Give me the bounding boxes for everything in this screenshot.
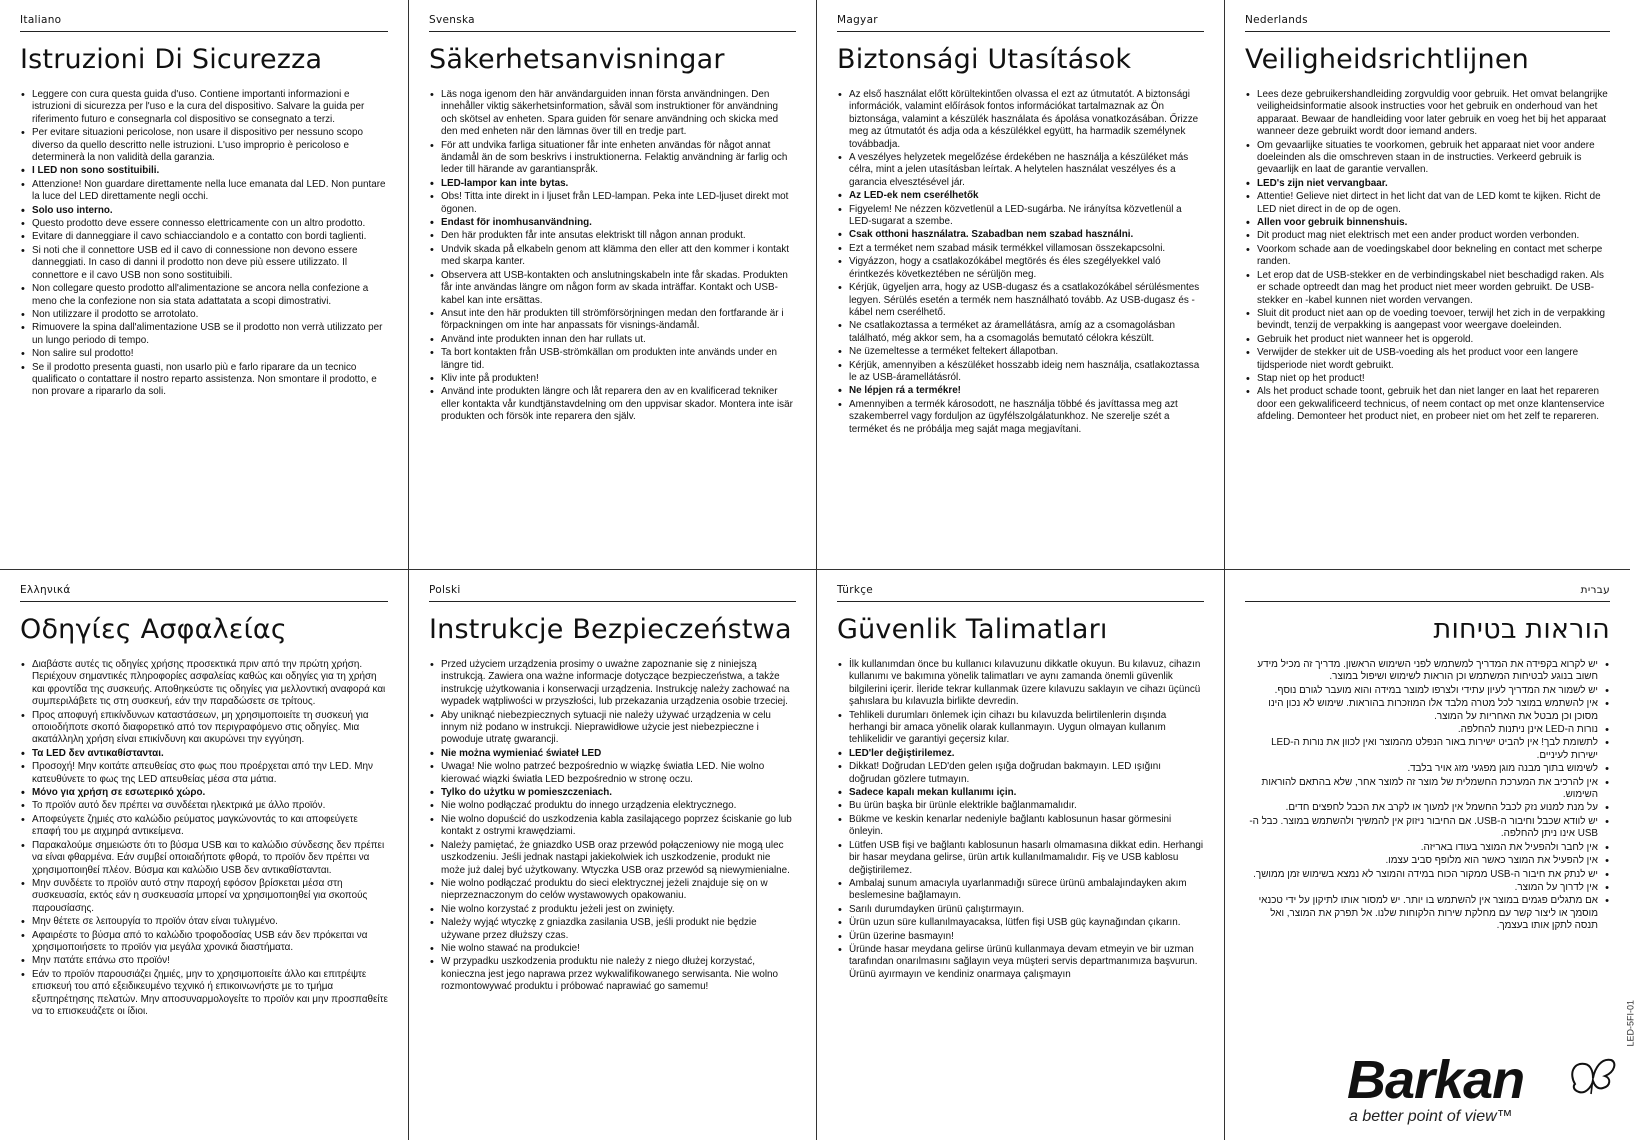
safety-list xyxy=(20,89,388,399)
safety-item: • על מנת למנוע נזק לכבל החשמל אין למעוך או לקרב את הכבל לחפצים חדים. xyxy=(1245,802,1610,814)
safety-item: • Bu ürün başka bir ürünle elektrikle bağlanmamalıdır. xyxy=(837,800,1204,812)
safety-item: • Nie wolno stawać na produkcie! xyxy=(429,943,796,955)
language-label: Magyar xyxy=(837,14,1204,32)
safety-item: • Attenzione! Non guardare direttamente nella luce emanata dal LED. Non puntare la luce del LED direttamente negli occhi. xyxy=(20,179,388,204)
safety-item: • Παρακαλούμε σημειώστε ότι το βύσμα USB και το καλώδιο σύνδεσης δεν πρέπει να είναι φθαρμένα. Εάν συμβεί οποιαδήποτε φθορά, το προϊόν δεν πρέπει να χρησιμοποιηθεί πλέον. Βύσμα και καλώδιο USB δεν αντικαθίστανται. xyxy=(20,840,388,877)
safety-item: • Ne üzemeltesse a terméket feltekert állapotban. xyxy=(837,346,1204,358)
safety-item: • יש לקרוא בקפידה את המדריך למשתמש לפני השימוש הראשון. מדריך זה מכיל מידע חשוב בנוגע לבטיחות המשתמש וכן הוראות לשימוש ושיפול במוצר. xyxy=(1245,659,1610,684)
safety-item: • Läs noga igenom den här användarguiden innan första användningen. Den innehåller viktig säkerhetsinformation, såväl som instruktioner för användning och skötsel av enheten. Spara guiden för senare användning och skicka med den med enheten när den lämnas över till en tredje part. xyxy=(429,89,796,139)
panel-svenska xyxy=(409,0,817,570)
safety-item: • Μόνο για χρήση σε εσωτερικό χώρο. xyxy=(20,787,388,799)
safety-item: • Εάν το προϊόν παρουσιάζει ζημιές, μην το χρησιμοποιείτε άλλο και επιτρέψτε επισκευή του από εξειδικευμένο τεχνικό ή επικοινωνήστε με το τμήμα εξυπηρέτησης πελατών. Μην αποσυναρμολογείτε το προϊόν και μην προσπαθείτε να το επισκευάζετε οι ίδιοι. xyxy=(20,969,388,1019)
safety-item: • Προς αποφυγή επικίνδυνων καταστάσεων, μη χρησιμοποιείτε τη συσκευή για οποιοδήποτε σκοπό διαφορετικό από τον περιγραφόμενο στις οδηγίες. Μια ακατάλληλη χρήση είναι επικίνδυνη και ακυρώνει την εγγύηση. xyxy=(20,710,388,747)
safety-item: • W przypadku uszkodzenia produktu nie należy z niego dłużej korzystać, konieczna jest jego naprawa przez wykwalifikowanego serwisanta. Nie wolno rozmontowywać produktu i próbować naprawiać go samemu! xyxy=(429,956,796,993)
safety-item: • Voorkom schade aan de voedingskabel door bekneling en contact met scherpe randen. xyxy=(1245,244,1610,269)
safety-item: • Ezt a terméket nem szabad másik termékkel villamosan összekapcsolni. xyxy=(837,243,1204,255)
safety-item: • Stap niet op het product! xyxy=(1245,373,1610,385)
safety-item: • Μην θέτετε σε λειτουργία το προϊόν όταν είναι τυλιγμένο. xyxy=(20,916,388,928)
safety-item: • Si noti che il connettore USB ed il cavo di connessione non devono essere danneggiati. In caso di danni il prodotto non deve più essere utilizzato. Il connettore e il cavo USB non sono sostituibili. xyxy=(20,245,388,282)
safety-item: • För att undvika farliga situationer får inte enheten användas för något annat ändamål än de som beskrivs i instruktionerna. Felaktig användning är farlig och leder till härande av garantianspråk. xyxy=(429,140,796,177)
safety-item: • Αφαιρέστε το βύσμα από το καλώδιο τροφοδοσίας USB εάν δεν πρόκειται να χρησιμοποιήσετε το προϊόν για μεγάλα χρονικά διαστήματα. xyxy=(20,930,388,955)
panel-title: Biztonsági Utasítások xyxy=(837,44,1132,75)
panel-nederlands xyxy=(1225,0,1630,570)
safety-item: • Sluit dit product niet aan op de voeding toevoer, terwijl het zich in de verpakking bevindt, tenzij de verpakking is aangepast voor weergave doeleinden. xyxy=(1245,308,1610,333)
safety-item: • Az első használat előtt körültekintően olvassa el ezt az útmutatót. A biztonsági információk, valamint előírások fontos információkat tartalmaznak az Ön biztonsága, valamint a készülék használata és ápolása vonatkozásában. Őrizze meg az útmutatót és adja oda a készülékkel együtt, ha harmadik személynek továbbadja. xyxy=(837,89,1204,151)
safety-list xyxy=(837,89,1204,436)
brand-tagline: a better point of view™ xyxy=(1349,1108,1513,1125)
safety-item: • Διαβάστε αυτές τις οδηγίες χρήσης προσεκτικά πριν από την πρώτη χρήση. Περιέχουν σημαντικές πληροφορίες ασφαλείας καθώς και οδηγίες για τη χρήση και φροντίδα της συσκευής. Αποθηκεύστε τις οδηγίες για μελλοντική αναφορά και συμπεριλάβετε τις στη συσκευή, εάν την παραδώσετε σε τρίτους. xyxy=(20,659,388,709)
safety-item: • אין להרכיב את המערכת החשמלית של מוצר זה למוצר אחר, שלא בהתאם להוראות השימוש. xyxy=(1245,777,1610,802)
safety-item: • Den här produkten får inte ansutas elektriskt till någon annan produkt. xyxy=(429,230,796,242)
safety-item: • Vigyázzon, hogy a csatlakozókábel megtörés és éles szegélyekkel való érintkezés következtében ne sérüljön meg. xyxy=(837,256,1204,281)
safety-item: • Το προϊόν αυτό δεν πρέπει να συνδέεται ηλεκτρικά με άλλο προϊόν. xyxy=(20,800,388,812)
safety-item: • לתשומת לבך! אין להביט ישירות באור הנפלט מהמוצר ואין לכוון את נורות ה-LED ישירות לעיניים. xyxy=(1245,737,1610,762)
safety-item: • יש לשמור את המדריך לעיון עתידי ולצרפו למוצר במידה והוא מועבר לגורם נוסף. xyxy=(1245,685,1610,697)
safety-item: • Allen voor gebruik binnenshuis. xyxy=(1245,217,1610,229)
language-label: Ελληνικά xyxy=(20,584,388,602)
safety-item: • Przed użyciem urządzenia prosimy o uważne zapoznanie się z niniejszą instrukcją. Zawiera ona ważne informacje dotyczące bezpieczeństwa, a także instrukcję użytkowania i konserwacji urządzenia. Instrukcję należy zachować na wypadek wątpliwości w przyszłości, lub przekazania urządzenia osobie trzeciej. xyxy=(429,659,796,709)
safety-item: • Tylko do użytku w pomieszczeniach. xyxy=(429,787,796,799)
safety-item: • Kliv inte på produkten! xyxy=(429,373,796,385)
safety-item: • Non salire sul prodotto! xyxy=(20,348,388,360)
safety-item: • Obs! Titta inte direkt in i ljuset från LED-lampan. Peka inte LED-ljuset direkt mot ögonen. xyxy=(429,191,796,216)
panel-ellinika xyxy=(0,570,409,1140)
safety-item: • Ta bort kontakten från USB-strömkällan om produkten inte används under en längre tid. xyxy=(429,347,796,372)
language-label: Polski xyxy=(429,584,796,602)
language-label: עברית xyxy=(1245,584,1610,602)
safety-item: • Μην συνδέετε το προϊόν αυτό στην παροχή εφόσον βρίσκεται μέσα στη συσκευασία, εκτός εάν η συσκευασία μπορεί να χρησιμοποιηθεί για σκοπούς παρουσίασης. xyxy=(20,878,388,915)
safety-item: • יש לנתק את חיבור ה-USB ממקור הכוח במידה והמוצר לא נמצא בשימוש זמן ממושך. xyxy=(1245,869,1610,881)
safety-item: • Als het product schade toont, gebruik het dan niet langer en laat het repareren door een gekwalificeerd technicus, of neem contact op met onze klantenservice afdeling. Demonteer het product niet, en probeer niet om het zelf te repareren. xyxy=(1245,386,1610,423)
safety-item: • Nie można wymieniać świateł LED xyxy=(429,748,796,760)
safety-item: • Evitare di danneggiare il cavo schiacciandolo e a contatto con bordi taglienti. xyxy=(20,231,388,243)
safety-item: • לשימוש בתוך מבנה מוגן מפגעי מזג אויר בלבד. xyxy=(1245,763,1610,775)
safety-item: • Undvik skada på elkabeln genom att klämma den eller att den kommer i kontakt med skarpa kanter. xyxy=(429,244,796,269)
safety-item: • Ambalaj sunum amacıyla uyarlanmadığı sürece ürünü ambalajındayken akım beslemesine bağlamayın. xyxy=(837,878,1204,903)
safety-item: • Sarılı durumdayken ürünü çalıştırmayın. xyxy=(837,904,1204,916)
safety-item: • Endast för inomhusanvändning. xyxy=(429,217,796,229)
panel-title: Veiligheidsrichtlijnen xyxy=(1245,44,1529,75)
safety-item: • Sadece kapalı mekan kullanımı için. xyxy=(837,787,1204,799)
panel-polski xyxy=(409,570,817,1140)
safety-item: • Nie wolno korzystać z produktu jeżeli jest on zwinięty. xyxy=(429,904,796,916)
safety-item: • Använd inte produkten längre och låt reparera den av en kvalificerad tekniker eller kontakta vår kundtjänstavdelning om den uppvisar skador. Montera inte isär produkten och försök inte reparera den själv. xyxy=(429,386,796,423)
safety-item: • Kérjük, amennyiben a készüléket hosszabb ideig nem használja, csatlakoztassa le az USB-áramellátásról. xyxy=(837,360,1204,385)
product-code: LED-5FI-01 xyxy=(1626,1000,1636,1047)
safety-item: • Ürün uzun süre kullanılmayacaksa, lütfen fişi USB güç kaynağından çıkarın. xyxy=(837,917,1204,929)
safety-list xyxy=(1245,89,1610,424)
safety-item: • Let erop dat de USB-stekker en de verbindingskabel niet beschadigd raken. Als er schade optreedt dan mag het product niet meer worden gebruikt. De USB-stekker en -kabel kunnen niet worden vervangen. xyxy=(1245,270,1610,307)
safety-item: • Observera att USB-kontakten och anslutningskabeln inte får skadas. Produkten får inte användas längre om någon form av skada inträffar. Kontakt och USB-kabel kan inte ersättas. xyxy=(429,270,796,307)
safety-item: • Προσοχή! Μην κοιτάτε απευθείας στο φως που προέρχεται από την LED. Μην κατευθύνετε το φως της LED απευθείας μέσα στα μάτια. xyxy=(20,761,388,786)
safety-item: • LED's zijn niet vervangbaar. xyxy=(1245,178,1610,190)
brand-logo-text: Barkan xyxy=(1347,1050,1525,1110)
safety-item: • Dit product mag niet elektrisch met een ander product worden verbonden. xyxy=(1245,230,1610,242)
safety-item: • Αποφεύγετε ζημιές στο καλώδιο ρεύματος μαγκώνοντάς το και αποφεύγετε επαφή του με αιχμηρά αντικείμενα. xyxy=(20,814,388,839)
safety-item: • Nie wolno podłączać produktu do sieci elektrycznej jeżeli znajduje się on w nieprzeznaczonym do celów wystawowych opakowaniu. xyxy=(429,878,796,903)
safety-item: • Ne csatlakoztassa a terméket az áramellátásra, amíg az a csomagolásban található, még akkor sem, ha a csomagolás bemutató célokra készült. xyxy=(837,320,1204,345)
safety-item: • אין להפעיל את המוצר כאשר הוא מלופף סביב עצמו. xyxy=(1245,855,1610,867)
safety-item: • Amennyiben a termék károsodott, ne használja többé és javíttassa meg azt szakemberrel vagy forduljon az ügyfélszolgálatunkhoz. Ne szerelje szét a terméket és ne próbálja meg saját maga megjavítani. xyxy=(837,399,1204,436)
language-label: Nederlands xyxy=(1245,14,1610,32)
safety-item: • Figyelem! Ne nézzen közvetlenül a LED-sugárba. Ne irányítsa közvetlenül a LED-sugarat a szembe. xyxy=(837,204,1204,229)
safety-item: • Om gevaarlijke situaties te voorkomen, gebruik het apparaat niet voor andere doeleinden als die omschreven staan in de instructies. Verkeerd gebruik is gevaarlijk en laat de garantie vervallen. xyxy=(1245,140,1610,177)
safety-item: • נורות ה-LED אינן ניתנות להחלפה. xyxy=(1245,724,1610,736)
safety-list xyxy=(429,89,796,424)
safety-item: • Gebruik het product niet wanneer het is opgerold. xyxy=(1245,334,1610,346)
language-label: Italiano xyxy=(20,14,388,32)
panel-italiano xyxy=(0,0,409,570)
safety-item: • Ürün üzerine basmayın! xyxy=(837,931,1204,943)
safety-list xyxy=(429,659,796,994)
safety-item: • Använd inte produkten innan den har rullats ut. xyxy=(429,334,796,346)
safety-item: • Kérjük, ügyeljen arra, hogy az USB-dugasz és a csatlakozókábel sérülésmentes legyen. Sérülés esetén a termék nem használható tovább. Az USB-dugasz és -kábel nem cserélhető. xyxy=(837,282,1204,319)
safety-item: • Üründe hasar meydana gelirse ürünü kullanmaya devam etmeyin ve bir uzman tarafından onarılmasını sağlayın veya müşteri servis departmanımıza başvurun. Ürünü ayırmayın ve kendiniz onarmaya çalışmayın xyxy=(837,944,1204,981)
panel-turkce xyxy=(817,570,1225,1140)
safety-item: • Ansut inte den här produkten till strömförsörjningen medan den fortfarande är i förpackningen om inte har anpassats för visnings-ändamål. xyxy=(429,308,796,333)
brand-block xyxy=(1347,1050,1617,1135)
safety-item: • LED'ler değiştirilemez. xyxy=(837,748,1204,760)
safety-item: • Leggere con cura questa guida d'uso. Contiene importanti informazioni e istruzioni di sicurezza per l'uso e la cura del dispositivo. Salvare la guida per riferimento futuro e consegnarla col dispositivo se consegnato a terzi. xyxy=(20,89,388,126)
safety-item: • Attentie! Gelieve niet dirtect in het licht dat van de LED komt te kijken. Richt de LED niet direct in de op de ogen. xyxy=(1245,191,1610,216)
panel-title: Istruzioni Di Sicurezza xyxy=(20,44,323,75)
safety-item: • İlk kullanımdan önce bu kullanıcı kılavuzunu dikkatle okuyun. Bu kılavuz, cihazın kullanımı ve bakımına yönelik talimatları ve aynı zamanda önemli güvenlik bilgilerini içerir. İleride tekrar kullanmak üzere kılavuzu saklayın ve cihazı üçüncü şahıslara bu kılavuzla birlikte devredin. xyxy=(837,659,1204,709)
safety-item: • אין להשתמש במוצר לכל מטרה מלבד אלו המוזכרות בהוראות. שימוש לא נכון הינו מסוכן וכן מבטל את האחריות על המוצר. xyxy=(1245,698,1610,723)
safety-item: • Τα LED δεν αντικαθίστανται. xyxy=(20,748,388,760)
safety-item: • Tehlikeli durumları önlemek için cihazı bu kılavuzda belirtilenlerin dışında herhangi bir amaca yönelik olarak kullanmayın. Uygun olmayan kullanım tehlikelidir ve garantiyi geçersiz kılar. xyxy=(837,710,1204,747)
safety-item: • Należy pamiętać, że gniazdko USB oraz przewód połączeniowy nie mogą ulec uszkodzeniu. Jeśli jednak nastąpi jakiekolwiek ich uszkodzenie, produkt nie może już dalej być użytkowany. Wtyczka USB oraz przewód są niewymienialne. xyxy=(429,840,796,877)
language-label: Svenska xyxy=(429,14,796,32)
safety-item: • Bükme ve keskin kenarlar nedeniyle bağlantı kablosunun hasar görmesini önleyin. xyxy=(837,814,1204,839)
safety-item: • Questo prodotto deve essere connesso elettricamente con un altro prodotto. xyxy=(20,218,388,230)
safety-item: • Dikkat! Doğrudan LED'den gelen ışığa doğrudan bakmayın. LED ışığını doğrudan gözlere tutmayın. xyxy=(837,761,1204,786)
safety-item: • יש לוודא שכבל וחיבור ה-USB. אם החיבור ניזוק אין להמשיך ולהשתמש במוצר. כבל ה-USB אינו ניתן להחלפה. xyxy=(1245,816,1610,841)
panel-magyar xyxy=(817,0,1225,570)
panel-title: Instrukcje Bezpieczeństwa xyxy=(429,614,792,645)
safety-item: • Az LED-ek nem cserélhetők xyxy=(837,190,1204,202)
safety-item: • Ne lépjen rá a termékre! xyxy=(837,385,1204,397)
safety-item: • אם מתגלים פגמים במוצר אין להשתמש בו יותר. יש למסור אותו לתיקון על ידי טכנאי מוסמך או ליצור קשר עם מחלקת שירות הלקוחות שלנו. אל תפרק את המוצר, ואל תנסה לתקן אותו בעצמך. xyxy=(1245,895,1610,932)
panel-title: הוראות בטיחות xyxy=(1433,614,1610,645)
safety-item: • Verwijder de stekker uit de USB-voeding als het product voor een langere tijdsperiode niet wordt gebruikt. xyxy=(1245,347,1610,372)
safety-item: • Lees deze gebruikershandleiding zorgvuldig voor gebruik. Het omvat belangrijke veiligheidsinformatie alsook instructies voor het gebruik en onderhoud van het apparaat. Bewaar de handleiding voor later gebruik en voeg het bij het apparaat wanneer deze gebruikt wordt door iemand anders. xyxy=(1245,89,1610,139)
safety-item: • LED-lampor kan inte bytas. xyxy=(429,178,796,190)
safety-list xyxy=(1245,659,1610,933)
safety-item: • Należy wyjąć wtyczkę z gniazdka zasilania USB, jeśli produkt nie będzie używane przez dłuższy czas. xyxy=(429,917,796,942)
safety-list xyxy=(20,659,388,1018)
safety-item: • Se il prodotto presenta guasti, non usarlo più e farlo riparare da un tecnico qualificato o contattare il nostro reparto assistenza. Non smontare il prodotto, e non provare a ripararlo da soli. xyxy=(20,362,388,399)
safety-item: • I LED non sono sostituibili. xyxy=(20,165,388,177)
safety-item: • Lütfen USB fişi ve bağlantı kablosunun hasarlı olmamasına dikkat edin. Herhangi bir hasar meydana gelirse, ürün artık kullanılmamalıdır. Fiş ve USB kablosu değiştirilemez. xyxy=(837,840,1204,877)
safety-item: • Aby uniknąć niebezpiecznych sytuacji nie należy używać urządzenia w celu innym niż podano w instrukcji. Nieprawidłowe użycie jest niebezpieczne i powoduje utratę gwarancji. xyxy=(429,710,796,747)
safety-item: • Nie wolno dopuścić do uszkodzenia kabla zasilającego poprzez ściskanie go lub kontakt z ostrymi krawędziami. xyxy=(429,814,796,839)
safety-item: • Μην πατάτε επάνω στο προϊόν! xyxy=(20,955,388,967)
safety-item: • אין לדרוך על המוצר. xyxy=(1245,882,1610,894)
safety-item: • Solo uso interno. xyxy=(20,205,388,217)
safety-item: • Nie wolno podłączać produktu do innego urządzenia elektrycznego. xyxy=(429,800,796,812)
safety-item: • Csak otthoni használatra. Szabadban nem szabad használni. xyxy=(837,229,1204,241)
panel-title: Güvenlik Talimatları xyxy=(837,614,1108,645)
butterfly-icon xyxy=(1567,1054,1617,1100)
language-label: Türkçe xyxy=(837,584,1204,602)
safety-item: • Rimuovere la spina dall'alimentazione USB se il prodotto non verrà utilizzato per un lungo periodo di tempo. xyxy=(20,322,388,347)
safety-item: • A veszélyes helyzetek megelőzése érdekében ne használja a készüléket más célra, mint a jelen utasításban leírtak. A helytelen használat veszélyes és a garancia elvesztésével jár. xyxy=(837,152,1204,189)
safety-item: • Per evitare situazioni pericolose, non usare il dispositivo per nessuno scopo diverso da quello descritto nelle istruzioni. L'uso improprio è pericoloso e determinerà la non validità della garanzia. xyxy=(20,127,388,164)
safety-list xyxy=(837,659,1204,981)
panel-title: Säkerhetsanvisningar xyxy=(429,44,725,75)
safety-item: • Non collegare questo prodotto all'alimentazione se ancora nella confezione a meno che la confezione non sia stata adattatata a scopi dimostrativi. xyxy=(20,283,388,308)
safety-item: • אין לחבר ולהפעיל את המוצר בעודו באריזה. xyxy=(1245,842,1610,854)
safety-item: • Uwaga! Nie wolno patrzeć bezpośrednio w wiązkę światła LED. Nie wolno kierować wiązki światła LED bezpośrednio w stronę oczu. xyxy=(429,761,796,786)
panel-title: Οδηγίες Ασφαλείας xyxy=(20,614,287,645)
safety-item: • Non utilizzare il prodotto se arrotolato. xyxy=(20,309,388,321)
